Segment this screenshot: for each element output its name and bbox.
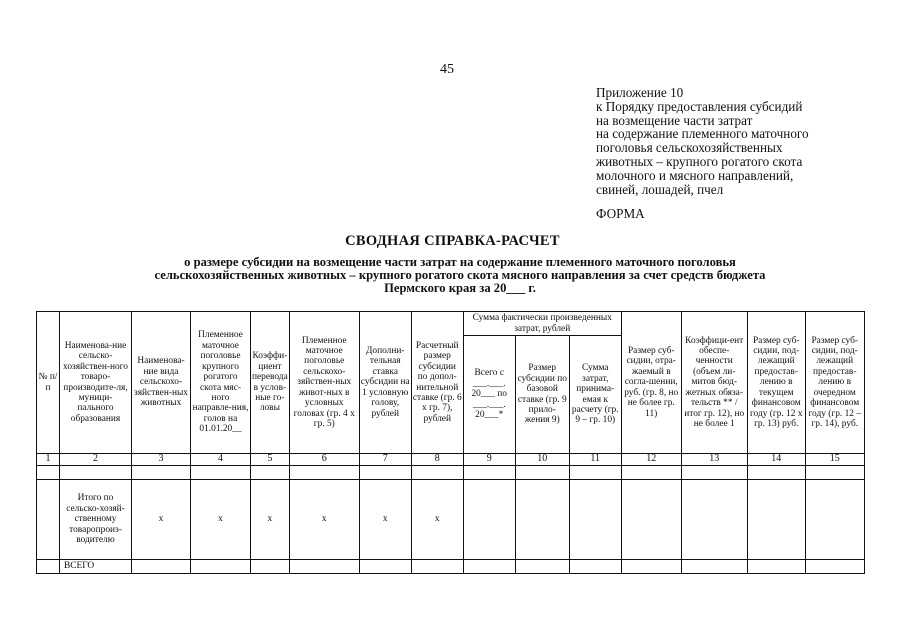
- producer-total-row: [37, 480, 865, 560]
- subtitle-line: Пермского края за 20___ г.: [384, 281, 536, 296]
- column-number: 2: [60, 454, 132, 466]
- header-next-year-subsidy: Размер суб-сидии, под-лежащий предостав-лению в очередном финансовом году (гр. 12 – гр. 14), руб.: [805, 312, 864, 454]
- header-total-costs: Всего с ___.___. 20___ по ___.___. 20___*: [463, 336, 515, 454]
- calculation-table-wrapper: [36, 311, 865, 574]
- header-estimated-subsidy: Расчетный размер субсидии по допол-нительной ставке (гр. 6 х гр. 7), рублей: [411, 312, 463, 454]
- column-number: 14: [747, 454, 805, 466]
- appendix-line: поголовья сельскохозяйственных: [596, 140, 783, 156]
- column-number: 4: [191, 454, 251, 466]
- column-number: 5: [251, 454, 290, 466]
- header-conversion-coefficient: Коэффи-циент перевода в услов-ные го-ловы: [251, 312, 290, 454]
- header-animal-type: Наименова-ние вида сельскохо-зяйствен-ных животных: [132, 312, 191, 454]
- header-accepted-costs: Сумма затрат, принима-емая к расчету (гр. 9 – гр. 10): [569, 336, 621, 454]
- column-number: 1: [37, 454, 60, 466]
- na-mark: x: [251, 480, 290, 560]
- appendix-line: к Порядку предоставления субсидий: [596, 98, 803, 114]
- na-mark: x: [289, 480, 359, 560]
- header-stock-conditional-heads: Племенное маточное поголовье сельскохо-зяйствен-ных живот-ных в условных головах (гр. 4 х гр. 5): [289, 312, 359, 454]
- na-mark: x: [191, 480, 251, 560]
- column-number: 13: [681, 454, 747, 466]
- header-base-rate-subsidy: Размер субсидии по базовой ставке (гр. 9 прило-жения 9): [515, 336, 569, 454]
- document-title: СВОДНАЯ СПРАВКА-РАСЧЕТ: [345, 233, 560, 249]
- appendix-line: животных – крупного рогатого скота: [596, 153, 803, 169]
- subtitle-line: сельскохозяйственных животных – крупного рогатого скота мясного направления за счет средств бюджета: [154, 268, 766, 283]
- header-sufficiency-coefficient: Коэффици-ент обеспе-ченности (объем ли-митов бюд-жетных обяза-тельств ** / итог гр. 12), но не более 1: [681, 312, 747, 454]
- header-producer: Наименова-ние сельско-хозяйствен-ного товаро-производите-ля, муници-пального образования: [60, 312, 132, 454]
- column-number: 15: [805, 454, 864, 466]
- empty-data-row: [37, 466, 865, 480]
- calculation-table: [36, 311, 865, 574]
- column-number-row: [37, 454, 865, 466]
- subtitle-line: о размере субсидии на возмещение части затрат на содержание племенного маточного поголовья: [184, 255, 736, 269]
- column-number: 9: [463, 454, 515, 466]
- producer-total-label: Итого по сельско-хозяй-ственному товаропроиз-водителю: [60, 480, 132, 560]
- column-number: 12: [621, 454, 681, 466]
- header-actual-costs-group: Сумма фактически произведенных затрат, рублей: [463, 312, 621, 336]
- appendix-line: свиней, лошадей, пчел: [596, 181, 724, 197]
- form-label: ФОРМА: [596, 206, 645, 221]
- na-mark: x: [359, 480, 411, 560]
- column-number: 10: [515, 454, 569, 466]
- header-number: № п/п: [37, 312, 60, 454]
- appendix-header: [596, 86, 896, 196]
- appendix-line: Приложение 10: [596, 85, 684, 100]
- column-number: 8: [411, 454, 463, 466]
- appendix-line: на содержание племенного маточного: [596, 126, 809, 142]
- header-current-year-subsidy: Размер суб-сидии, под-лежащий предостав-лению в текущем финансовом году (гр. 12 х гр. 13) руб.: [747, 312, 805, 454]
- header-additional-rate: Дополни-тельная ставка субсидии на 1 условную голову, рублей: [359, 312, 411, 454]
- appendix-line: на возмещение части затрат: [596, 112, 753, 128]
- grand-total-label: ВСЕГО: [60, 560, 132, 574]
- header-agreement-subsidy: Размер суб-сидии, отра-жаемый в согла-шении, руб. (гр. 8, но не более гр. 11): [621, 312, 681, 454]
- grand-total-row: [37, 560, 865, 574]
- document-subtitle: [60, 256, 860, 296]
- column-number: 6: [289, 454, 359, 466]
- column-number: 3: [132, 454, 191, 466]
- na-mark: x: [132, 480, 191, 560]
- na-mark: x: [411, 480, 463, 560]
- column-number: 7: [359, 454, 411, 466]
- column-number: 11: [569, 454, 621, 466]
- appendix-line: молочного и мясного направлений,: [596, 167, 794, 183]
- page-number: 45: [440, 62, 454, 77]
- header-breeding-stock: Племенное маточное поголовье крупного рогатого скота мяс-ного направле-ния, голов на 01.01.20__: [191, 312, 251, 454]
